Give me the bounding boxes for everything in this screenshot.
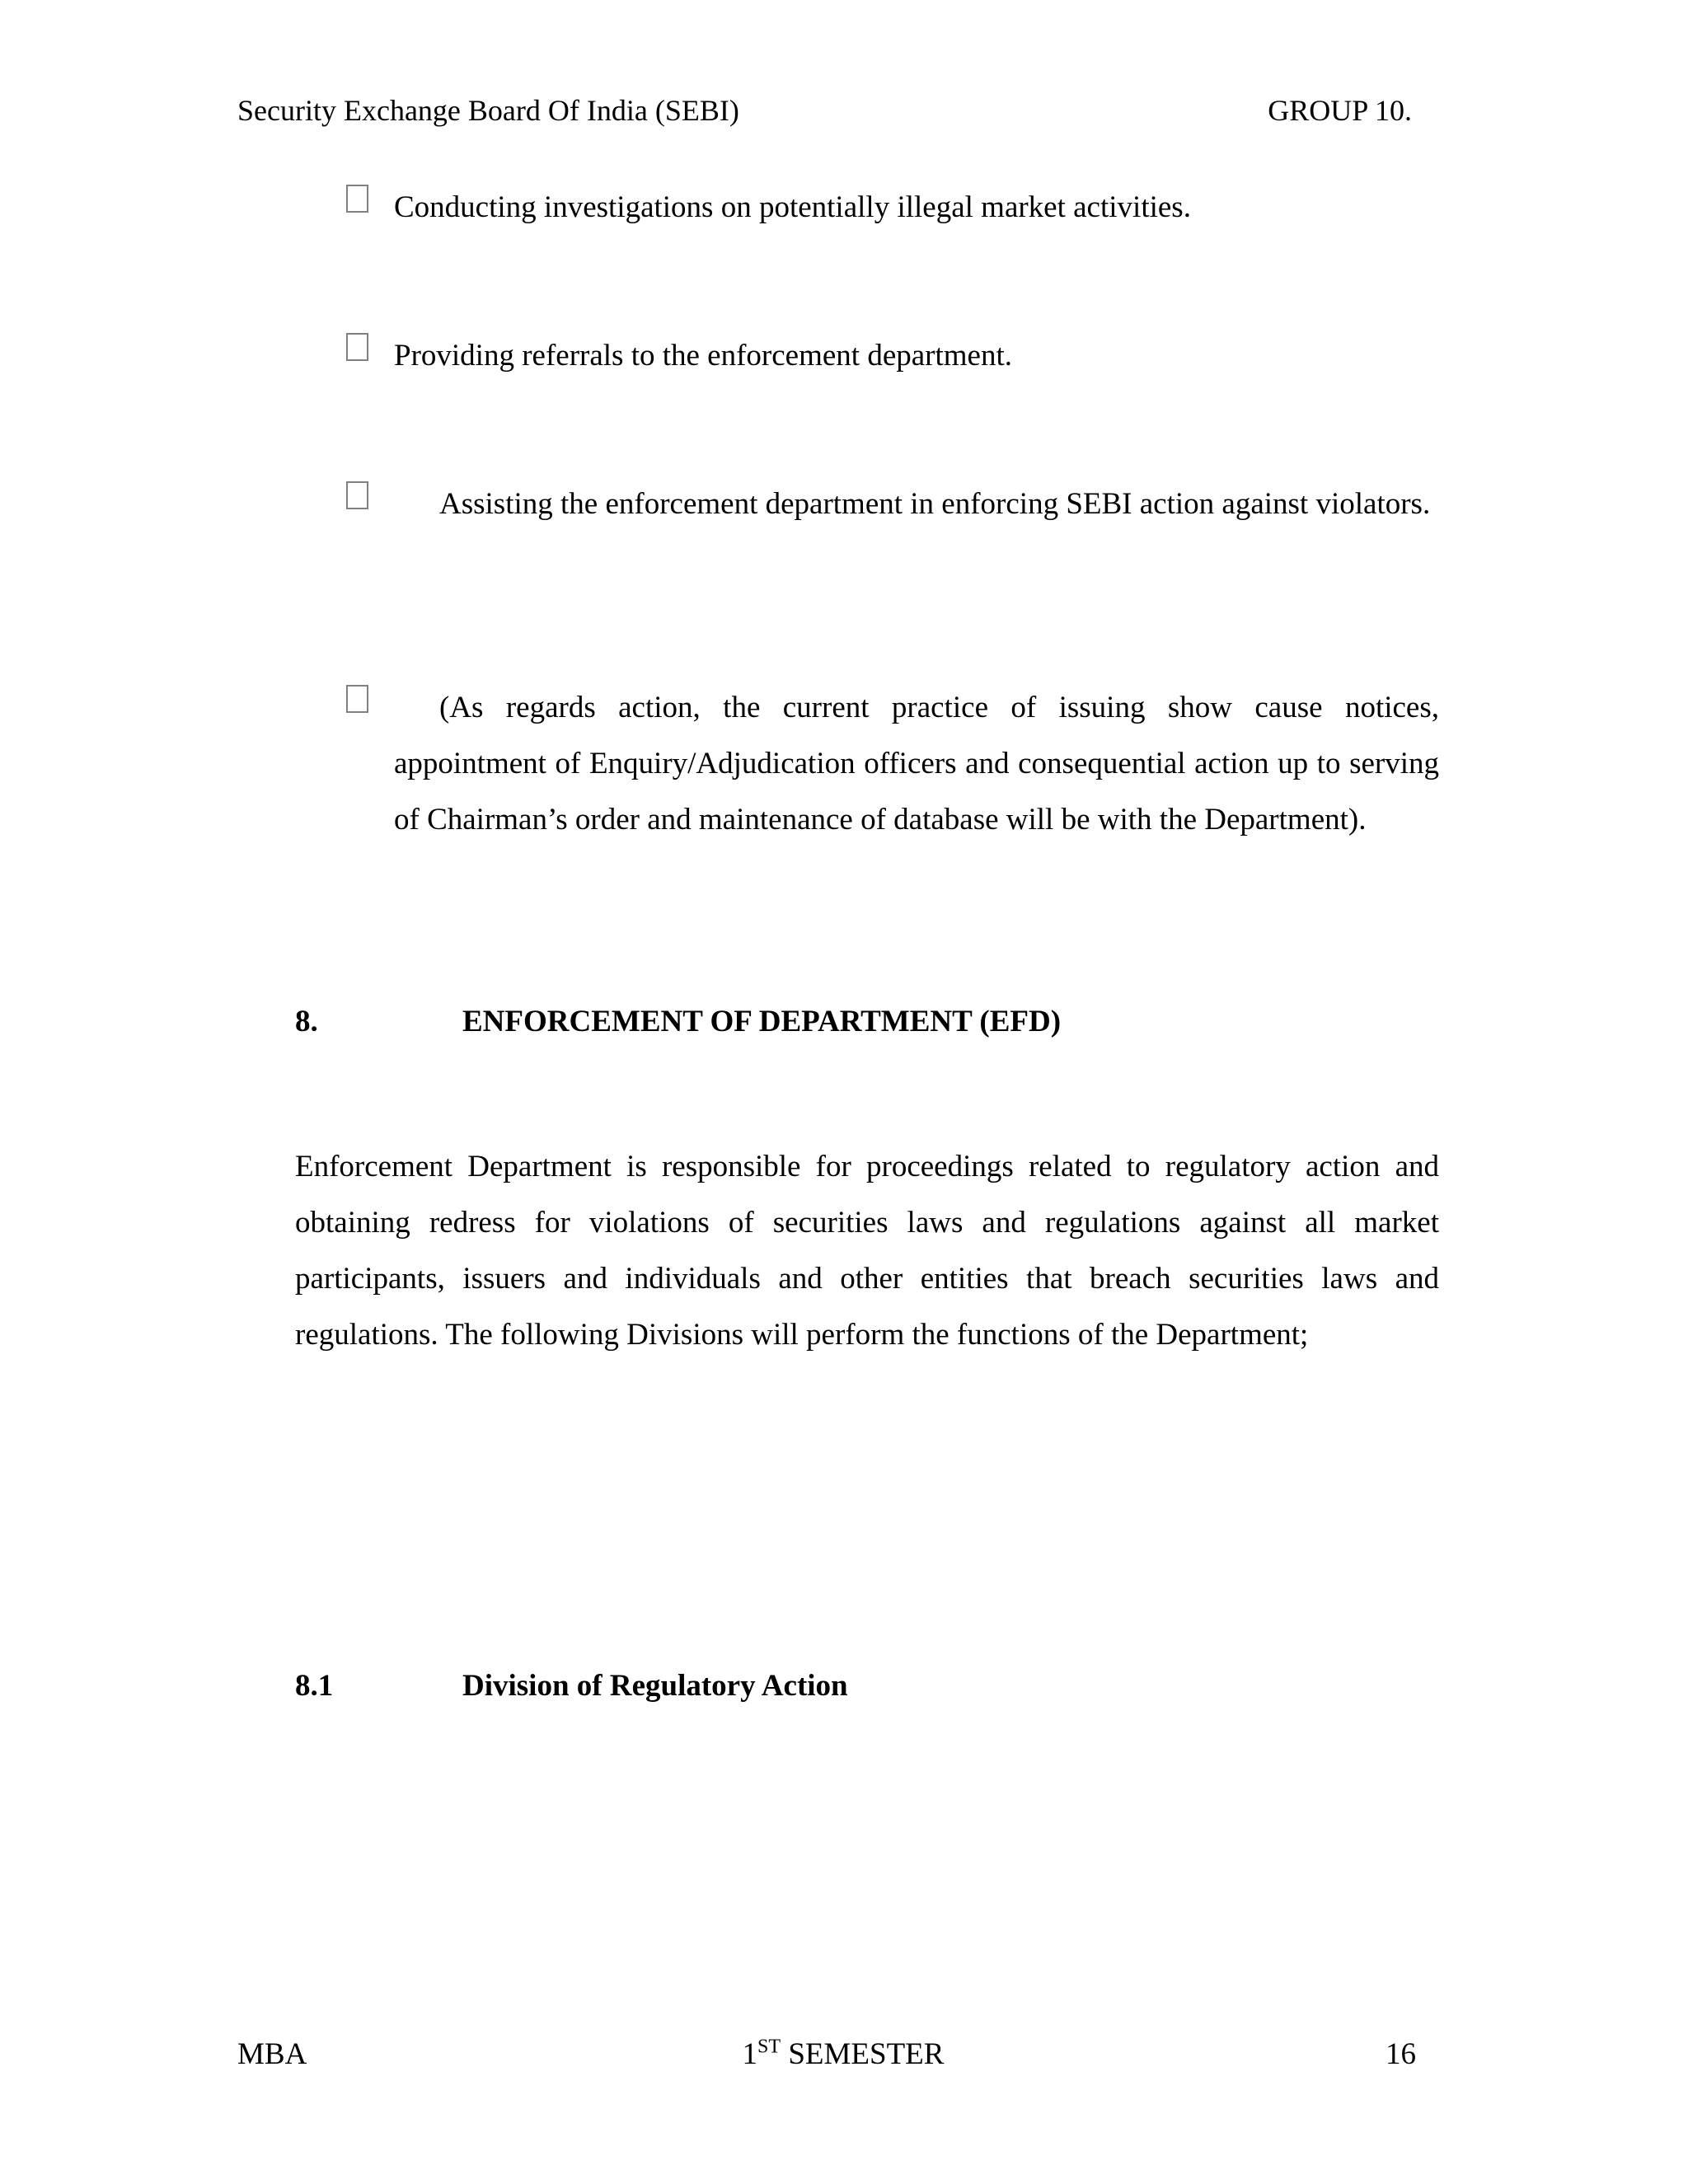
subsection-title: Division of Regulatory Action — [462, 1669, 848, 1703]
subsection-number: 8.1 — [295, 1669, 334, 1703]
list-item — [295, 180, 1439, 236]
section-number: 8. — [295, 1005, 318, 1038]
list-item-label: (As regards action, the current practice of issuing show cause notices, appointment of Enquiry/Adjudication officers and consequential action up to serving of Chairman’s order and maintenance of database will be with the Department). — [394, 691, 1439, 837]
list-item — [295, 328, 1439, 384]
running-head-left: Security Exchange Board Of India (SEBI) — [237, 94, 739, 127]
list-item-label: Assisting the enforcement department in enforcing SEBI action against violators. — [439, 487, 1431, 521]
footer-center-rest: SEMESTER — [781, 2037, 945, 2071]
footer-left: MBA — [237, 2037, 307, 2071]
running-head — [237, 92, 1449, 134]
footer-center-superscript: ST — [757, 2036, 781, 2058]
running-head-right: GROUP 10. — [1268, 94, 1412, 127]
list-item — [295, 680, 1439, 848]
subsection-heading — [295, 1666, 1439, 1706]
page-footer — [237, 2034, 1449, 2077]
footer-center-base: 1 — [742, 2037, 758, 2071]
section-title: ENFORCEMENT OF DEPARTMENT (EFD) — [462, 1005, 1062, 1038]
missing-glyph-box-icon — [346, 685, 368, 713]
list-item — [295, 476, 1439, 532]
list-item-label: Providing referrals to the enforcement department. — [394, 339, 1012, 373]
missing-glyph-box-icon — [346, 481, 368, 509]
list-item-label: Conducting investigations on potentially illegal market activities. — [394, 190, 1191, 224]
footer-page-number: 16 — [1386, 2037, 1416, 2071]
missing-glyph-box-icon — [346, 333, 368, 361]
section-paragraph: Enforcement Department is responsible for proceedings related to regulatory action and obtaining redress for violations of securities laws and regulations against all market participants, issuers and individuals and other entities that breach securities laws and regulations. The following Divisions will perform the functions of the Department; — [295, 1150, 1439, 1352]
missing-glyph-box-icon — [346, 185, 368, 213]
footer-center — [237, 2034, 1449, 2075]
section-heading — [295, 1002, 1439, 1042]
